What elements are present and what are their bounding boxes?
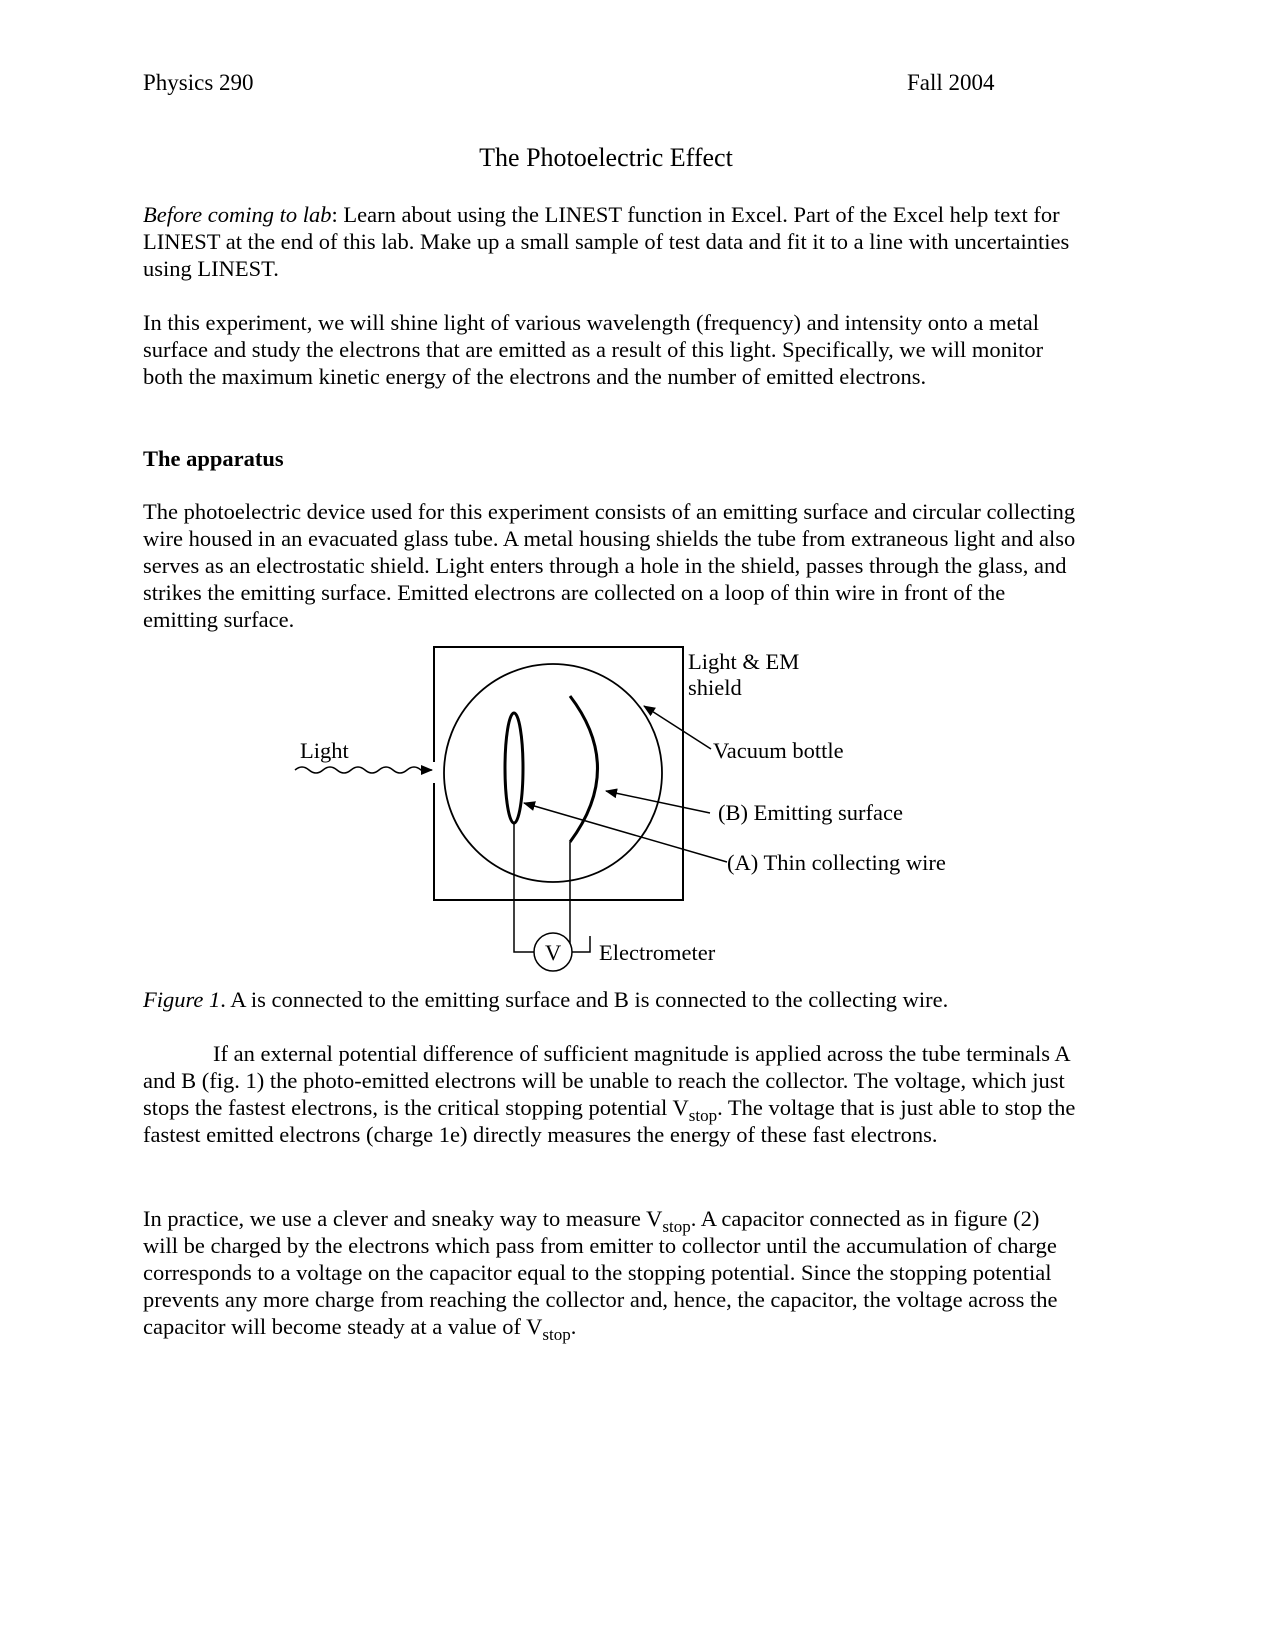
figure-caption (143, 986, 1078, 1013)
experiment-paragraph: In this experiment, we will shine light of various wavelength (frequency) and intensity onto a metal surface and study the electrons that are emitted as a result of this light. Specifically, we will monitor both the maximum kinetic energy of the electrons and the number of emitted electrons. (143, 310, 1044, 389)
shield-label-line2: shield (688, 675, 742, 700)
collector-pointer (524, 803, 727, 862)
p5-sub-b: stop (542, 1325, 571, 1344)
emitting-surface-label: (B) Emitting surface (718, 800, 903, 825)
vacuum-bottle-label: Vacuum bottle (713, 738, 844, 763)
collecting-wire-label: (A) Thin collecting wire (727, 850, 946, 875)
page-title: The Photoelectric Effect (479, 143, 733, 172)
caption-lead: Figure 1 (143, 987, 221, 1012)
vacuum-bottle (444, 664, 662, 882)
shield-box (434, 647, 683, 900)
apparatus-paragraph: The photoelectric device used for this experiment consists of an emitting surface and circular collecting wire housed in an evacuated glass tube. A metal housing shields the tube from extraneous light and also serves as an electrostatic shield. Light enters through a hole in the shield, passes through the glass, and strikes the emitting surface. Emitted electrons are collected on a loop of thin wire in front of the emitting surface. (143, 499, 1076, 632)
section-heading: The apparatus (143, 446, 284, 471)
meter-v-label: V (545, 940, 562, 965)
light-label: Light (300, 738, 349, 763)
p4-text-a: If an external potential difference of sufficient magnitude is applied across the tube terminals A and B (fig. 1) the photo-emitted electrons will be unable to reach the collector. The voltage, which just stops the fastest electrons, is the critical stopping potential V (143, 1041, 1070, 1120)
p5-text-c: . (570, 1314, 577, 1339)
wire-to-meter-b (570, 842, 590, 952)
emitter-pointer (606, 791, 710, 813)
capacitor-paragraph (143, 1205, 1078, 1344)
header-course: Physics 290 (143, 70, 254, 95)
p5-text-b: . A capacitor connected as in figure (2) will be charged by the electrons which pass from emitter to collector until the accumulation of charge corresponds to a voltage on the capacitor equal to the stopping potential. Since the stopping potential prevents any more charge from reaching the collector and, hence, the capacitor, the voltage across the capacitor will become steady at a value of V (143, 1206, 1058, 1339)
p4-sub-a: stop (688, 1106, 718, 1125)
shield-label-line1: Light & EM (688, 649, 800, 674)
p5-text-a: In practice, we use a clever and sneaky way to measure V (143, 1206, 663, 1231)
electrometer-label: Electrometer (599, 940, 716, 965)
stopping-potential-paragraph (143, 1040, 1078, 1148)
header-term: Fall 2004 (907, 70, 995, 95)
wire-to-meter-a (514, 823, 534, 952)
p5-sub-a: stop (662, 1217, 691, 1236)
collecting-wire-loop (505, 713, 523, 823)
light-ray (295, 767, 432, 773)
intro-text: : Learn about using the LINEST function in Excel. Part of the Excel help text for LINEST at the end of this lab. Make up a small sample of test data and fit it to a line with uncertainties using LINEST. (143, 202, 1070, 281)
p4-text-b: . The voltage that is just able to stop the fastest emitted electrons (charge 1e) directly measures the energy of these fast electrons. (143, 1095, 1076, 1147)
intro-lead: Before coming to lab (143, 202, 332, 227)
caption-text: . A is connected to the emitting surface and B is connected to the collecting wire. (220, 987, 949, 1012)
vacuum-pointer (644, 706, 711, 749)
